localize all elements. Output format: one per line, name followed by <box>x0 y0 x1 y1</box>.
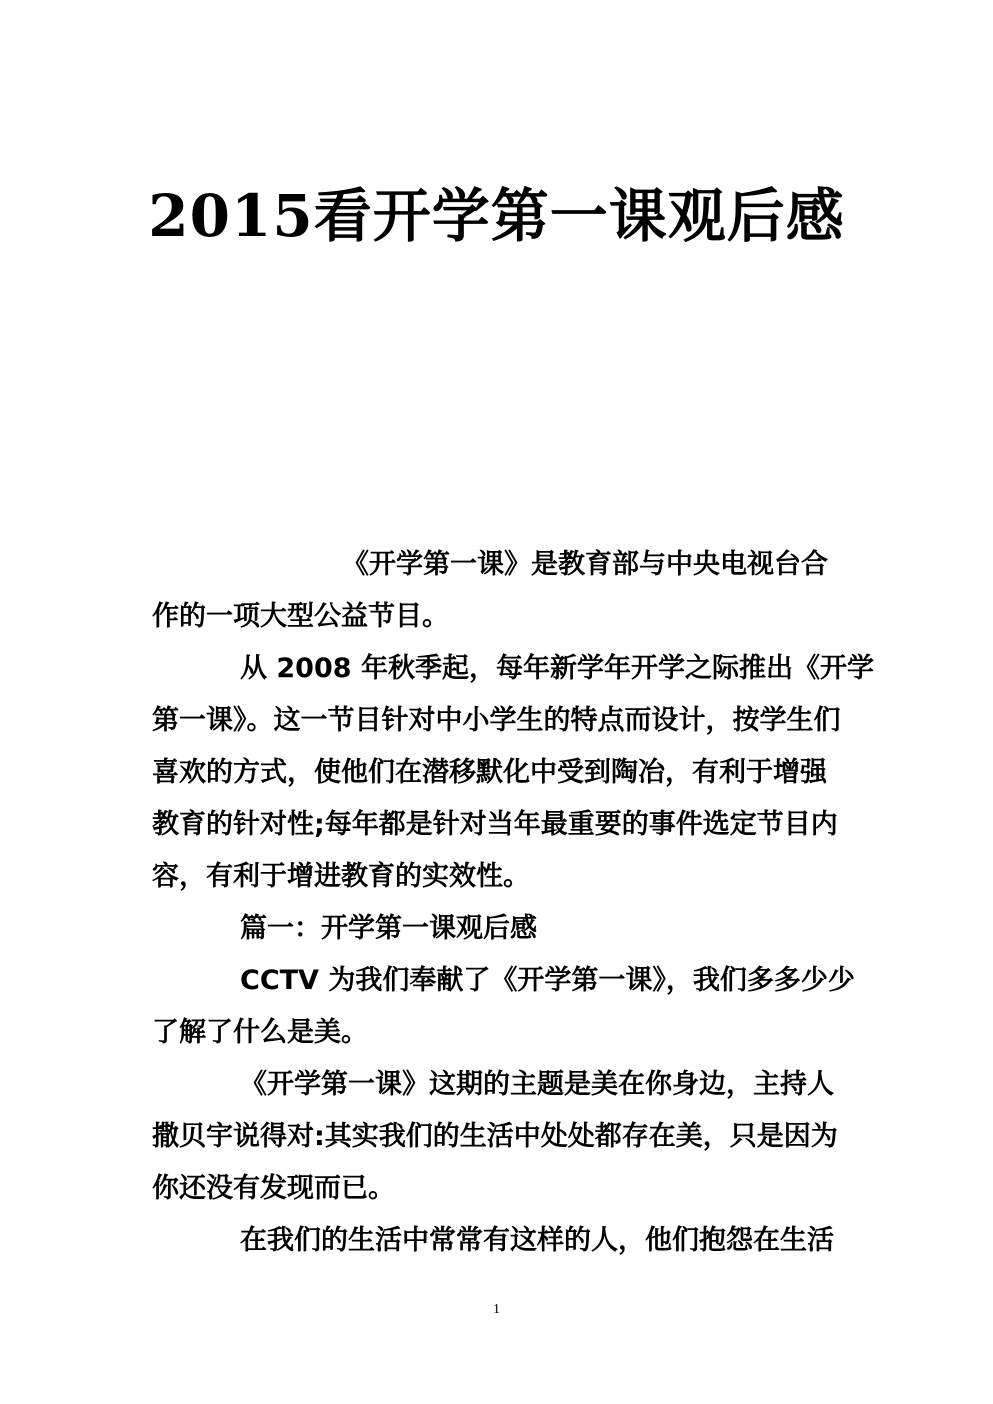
document-title: 2015看开学第一课观后感 <box>148 182 845 250</box>
text-line: 从 2008 年秋季起，每年新学年开学之际推出《开学 <box>240 653 874 684</box>
text-line: 《开学第一课》这期的主题是美在你身边，主持人 <box>240 1069 834 1100</box>
text-line: 喜欢的方式，使他们在潜移默化中受到陶冶，有利于增强 <box>152 757 827 788</box>
text-line: 容，有利于增进教育的实效性。 <box>152 861 530 892</box>
text-line: 你还没有发现而已。 <box>152 1173 395 1204</box>
text-line: 作的一项大型公益节目。 <box>152 601 449 632</box>
text-line: 在我们的生活中常常有这样的人，他们抱怨在生活 <box>240 1225 834 1256</box>
text-line: CCTV 为我们奉献了《开学第一课》，我们多多少少 <box>240 965 855 996</box>
text-line: 撒贝宇说得对:其实我们的生活中处处都存在美，只是因为 <box>152 1121 838 1152</box>
text-line: 了解了什么是美。 <box>152 1017 368 1048</box>
text-line: 《开学第一课》是教育部与中央电视台合 <box>342 549 828 580</box>
section-heading: 篇一：开学第一课观后感 <box>240 913 537 944</box>
page-number: 1 <box>493 1302 500 1317</box>
text-line: 第一课》。这一节目针对中小学生的特点而设计，按学生们 <box>152 705 841 736</box>
text-line: 教育的针对性;每年都是针对当年最重要的事件选定节目内 <box>152 809 838 840</box>
